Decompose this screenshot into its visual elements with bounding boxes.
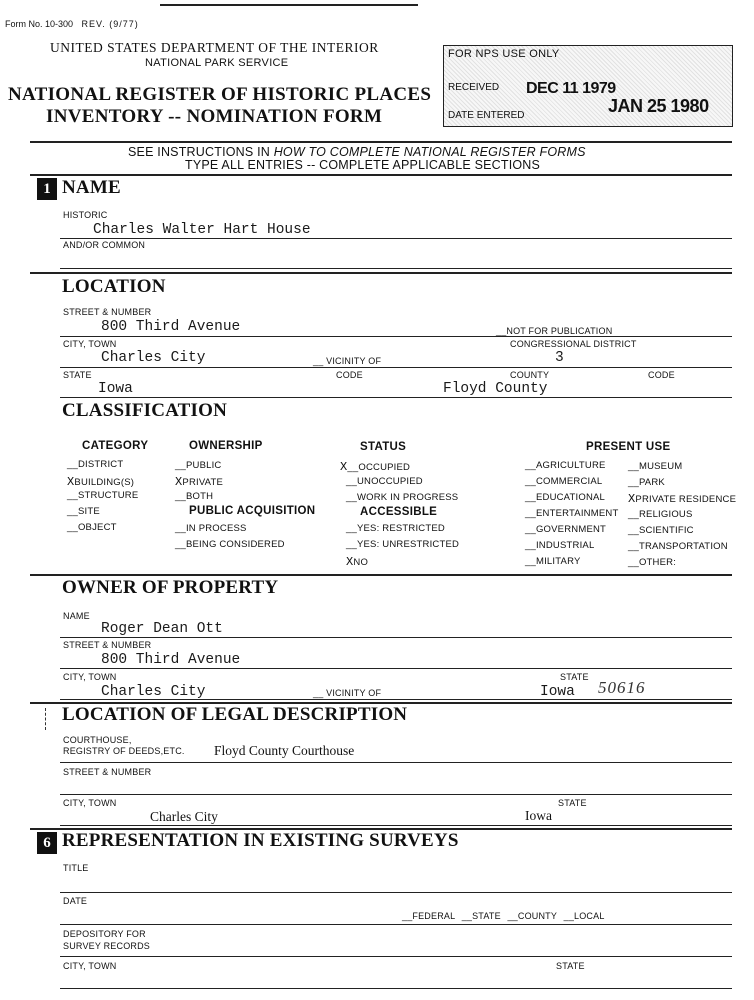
check-mark: X: [628, 492, 636, 506]
form-number: [5, 19, 139, 29]
present-use-option[interactable]: __TRANSPORTATION: [628, 541, 728, 552]
state-rule: [60, 397, 732, 398]
legal-city-value: Charles City: [150, 809, 218, 824]
option-label: UNOCCUPIED: [356, 476, 423, 487]
owner-street-rule: [60, 668, 732, 669]
section-title-name: NAME: [62, 177, 121, 198]
category-option[interactable]: [67, 475, 134, 489]
margin-mark: [45, 708, 46, 730]
option-label: INDUSTRIAL: [535, 540, 595, 551]
option-label: BEING CONSIDERED: [185, 539, 285, 550]
public-acquisition-heading: PUBLIC ACQUISITION: [189, 505, 316, 517]
legal-city-rule: [60, 825, 732, 826]
option-label: DISTRICT: [77, 459, 124, 470]
depository-label: DEPOSITORY FOR: [63, 929, 146, 939]
option-label: IN PROCESS: [185, 523, 247, 534]
legal-state-value: Iowa: [525, 808, 552, 823]
acquisition-option[interactable]: __BEING CONSIDERED: [175, 539, 285, 550]
county-label: COUNTY: [510, 370, 550, 380]
option-label: NO: [353, 557, 369, 568]
section-title-surveys: REPRESENTATION IN EXISTING SURVEYS: [62, 830, 459, 851]
nps-use-only-box: [443, 45, 733, 127]
present-use-option[interactable]: __RELIGIOUS: [628, 509, 693, 520]
option-label: GOVERNMENT: [535, 524, 607, 535]
present-use-option[interactable]: __ENTERTAINMENT: [525, 508, 619, 519]
ownership-heading: OWNERSHIP: [189, 440, 263, 452]
present-use-option[interactable]: __COMMERCIAL: [525, 476, 603, 487]
legal-city-label: CITY, TOWN: [63, 798, 117, 808]
status-option[interactable]: __WORK IN PROGRESS: [346, 492, 459, 503]
category-option[interactable]: __SITE: [67, 506, 100, 517]
acquisition-option[interactable]: __IN PROCESS: [175, 523, 247, 534]
date-entered-label: DATE ENTERED: [448, 110, 525, 121]
option-label: MUSEUM: [638, 461, 683, 472]
option-label: OTHER:: [638, 557, 677, 568]
check-mark: X: [340, 460, 348, 474]
accessible-option[interactable]: __YES: RESTRICTED: [346, 523, 445, 534]
street-number-label: STREET & NUMBER: [63, 307, 152, 317]
city-value: Charles City: [101, 350, 206, 366]
survey-title-rule: [60, 892, 732, 893]
section-title-classification: CLASSIFICATION: [62, 400, 228, 421]
option-label: TRANSPORTATION: [638, 541, 728, 552]
owner-vicinity-option: __ VICINITY OF: [313, 688, 382, 698]
form-title-line1: NATIONAL REGISTER OF HISTORIC PLACES: [8, 84, 432, 105]
owner-street-label: STREET & NUMBER: [63, 640, 152, 650]
option-label: PARK: [638, 477, 665, 488]
received-stamp: DEC 11 1979: [526, 80, 616, 97]
accessible-heading: ACCESSIBLE: [360, 506, 438, 518]
ownership-option[interactable]: __BOTH: [175, 491, 214, 502]
status-heading: STATUS: [360, 441, 407, 453]
option-label: BUILDING(S): [74, 477, 135, 488]
street-value: 800 Third Avenue: [101, 319, 241, 335]
legal-state-label: STATE: [558, 798, 587, 808]
present-use-option[interactable]: __PARK: [628, 477, 665, 488]
section-number-badge: 1: [37, 178, 57, 200]
survey-title-label: TITLE: [63, 863, 89, 873]
option-label: EDUCATIONAL: [535, 492, 606, 503]
depository-rule: [60, 956, 732, 957]
form-title-line2: INVENTORY -- NOMINATION FORM: [46, 106, 383, 127]
nps-box-heading: FOR NPS USE ONLY: [448, 48, 560, 60]
legal-street-label: STREET & NUMBER: [63, 767, 152, 777]
service-name: NATIONAL PARK SERVICE: [145, 57, 289, 69]
status-option[interactable]: X__OCCUPIED: [340, 460, 411, 474]
owner-city-value: Charles City: [101, 684, 206, 700]
common-rule: [60, 268, 732, 269]
present-use-heading: PRESENT USE: [586, 441, 671, 453]
owner-name-value: Roger Dean Ott: [101, 621, 223, 637]
street-rule: [60, 336, 732, 337]
present-use-option[interactable]: __OTHER:: [628, 557, 677, 568]
present-use-option[interactable]: __AGRICULTURE: [525, 460, 606, 471]
historic-label: HISTORIC: [63, 210, 108, 220]
option-label: COMMERCIAL: [535, 476, 603, 487]
category-option[interactable]: __DISTRICT: [67, 459, 124, 470]
survey-date-rule: [60, 924, 732, 925]
check-mark: X: [175, 475, 183, 489]
historic-name-value: Charles Walter Hart House: [93, 222, 311, 238]
owner-city-label: CITY, TOWN: [63, 672, 117, 682]
option-label: YES: UNRESTRICTED: [356, 539, 460, 550]
option-label: PRIVATE: [182, 477, 224, 488]
owner-top-rule: [30, 574, 732, 576]
state-value: Iowa: [98, 381, 133, 397]
present-use-option[interactable]: __MILITARY: [525, 556, 581, 567]
option-label: STRUCTURE: [77, 490, 139, 501]
name-top-rule: [30, 174, 732, 176]
not-for-publication-option: __NOT FOR PUBLICATION: [496, 326, 613, 336]
option-label: OCCUPIED: [358, 462, 411, 473]
option-label: YES: RESTRICTED: [356, 523, 445, 534]
received-label: RECEIVED: [448, 82, 500, 93]
option-label: SCIENTIFIC: [638, 525, 694, 536]
present-use-option[interactable]: __EDUCATIONAL: [525, 492, 606, 503]
date-entered-stamp: JAN 25 1980: [608, 96, 709, 116]
accessible-option[interactable]: __YES: UNRESTRICTED: [346, 539, 460, 550]
option-label: ENTERTAINMENT: [535, 508, 619, 519]
state-label: STATE: [63, 370, 92, 380]
present-use-option[interactable]: __INDUSTRIAL: [525, 540, 595, 551]
ownership-option[interactable]: [175, 475, 223, 489]
survey-state-label: STATE: [556, 961, 585, 971]
option-label: OBJECT: [77, 522, 117, 533]
instructions-italic: HOW TO COMPLETE NATIONAL REGISTER FORMS: [273, 145, 586, 159]
owner-state-value: Iowa: [540, 684, 575, 700]
owner-city-rule: [60, 699, 732, 700]
present-use-option[interactable]: __GOVERNMENT: [525, 524, 607, 535]
accessible-option[interactable]: [346, 555, 368, 569]
department-name: UNITED STATES DEPARTMENT OF THE INTERIOR: [50, 40, 379, 55]
check-mark: X: [346, 555, 354, 569]
top-rule: [160, 4, 418, 6]
city-rule: [60, 367, 732, 368]
section-number-badge: 6: [37, 832, 57, 854]
location-top-rule: [30, 272, 732, 274]
option-label: PRIVATE RESIDENCE: [635, 494, 737, 505]
congressional-district-label: CONGRESSIONAL DISTRICT: [510, 339, 637, 349]
county-value: Floyd County: [443, 381, 548, 397]
owner-state-label: STATE: [560, 672, 589, 682]
survey-city-label: CITY, TOWN: [63, 961, 117, 971]
instructions-line1: [128, 145, 586, 159]
survey-date-label: DATE: [63, 896, 88, 906]
check-mark: X: [67, 475, 75, 489]
category-option[interactable]: __STRUCTURE: [67, 490, 139, 501]
option-label: RELIGIOUS: [638, 509, 693, 520]
owner-name-label: NAME: [63, 611, 90, 621]
owner-street-value: 800 Third Avenue: [101, 652, 241, 668]
courthouse-value: Floyd County Courthouse: [214, 743, 355, 758]
handwritten-zip-code: 50616: [598, 678, 646, 697]
courthouse-rule: [60, 762, 732, 763]
registry-label: REGISTRY OF DEEDS,ETC.: [63, 746, 185, 756]
present-use-option[interactable]: __MUSEUM: [628, 461, 683, 472]
legal-street-rule: [60, 794, 732, 795]
courthouse-label: COURTHOUSE,: [63, 735, 132, 745]
instructions-prefix: SEE INSTRUCTIONS IN: [128, 145, 274, 159]
option-label: AGRICULTURE: [535, 460, 606, 471]
vicinity-option: __ VICINITY OF: [313, 356, 382, 366]
code-label: CODE: [336, 370, 363, 380]
congressional-district-value: 3: [555, 350, 564, 366]
form-revision: REV. (9/77): [81, 19, 139, 29]
present-use-option[interactable]: __SCIENTIFIC: [628, 525, 694, 536]
option-label: PUBLIC: [185, 460, 222, 471]
status-option[interactable]: __UNOCCUPIED: [346, 476, 423, 487]
city-town-label: CITY, TOWN: [63, 339, 117, 349]
option-label: BOTH: [185, 491, 214, 502]
instructions-line2: TYPE ALL ENTRIES -- COMPLETE APPLICABLE SECTIONS: [185, 158, 541, 172]
ownership-option[interactable]: __PUBLIC: [175, 460, 222, 471]
category-option[interactable]: __OBJECT: [67, 522, 117, 533]
form-number-text: Form No. 10-300: [5, 19, 74, 29]
survey-records-label: SURVEY RECORDS: [63, 941, 150, 951]
section-title-location: LOCATION: [62, 276, 166, 297]
historic-rule: [60, 238, 732, 239]
survey-city-rule: [60, 988, 732, 989]
section-title-legal: LOCATION OF LEGAL DESCRIPTION: [62, 704, 408, 725]
option-label: WORK IN PROGRESS: [356, 492, 459, 503]
present-use-option[interactable]: [628, 492, 736, 506]
section-title-owner: OWNER OF PROPERTY: [62, 577, 279, 598]
survey-level-options: __FEDERAL __STATE __COUNTY __LOCAL: [402, 911, 605, 921]
category-heading: CATEGORY: [82, 440, 149, 452]
common-name-label: AND/OR COMMON: [63, 240, 146, 250]
county-code-label: CODE: [648, 370, 675, 380]
option-label: MILITARY: [535, 556, 581, 567]
owner-name-rule: [60, 637, 732, 638]
option-label: SITE: [77, 506, 100, 517]
instructions-top-rule: [30, 141, 732, 143]
